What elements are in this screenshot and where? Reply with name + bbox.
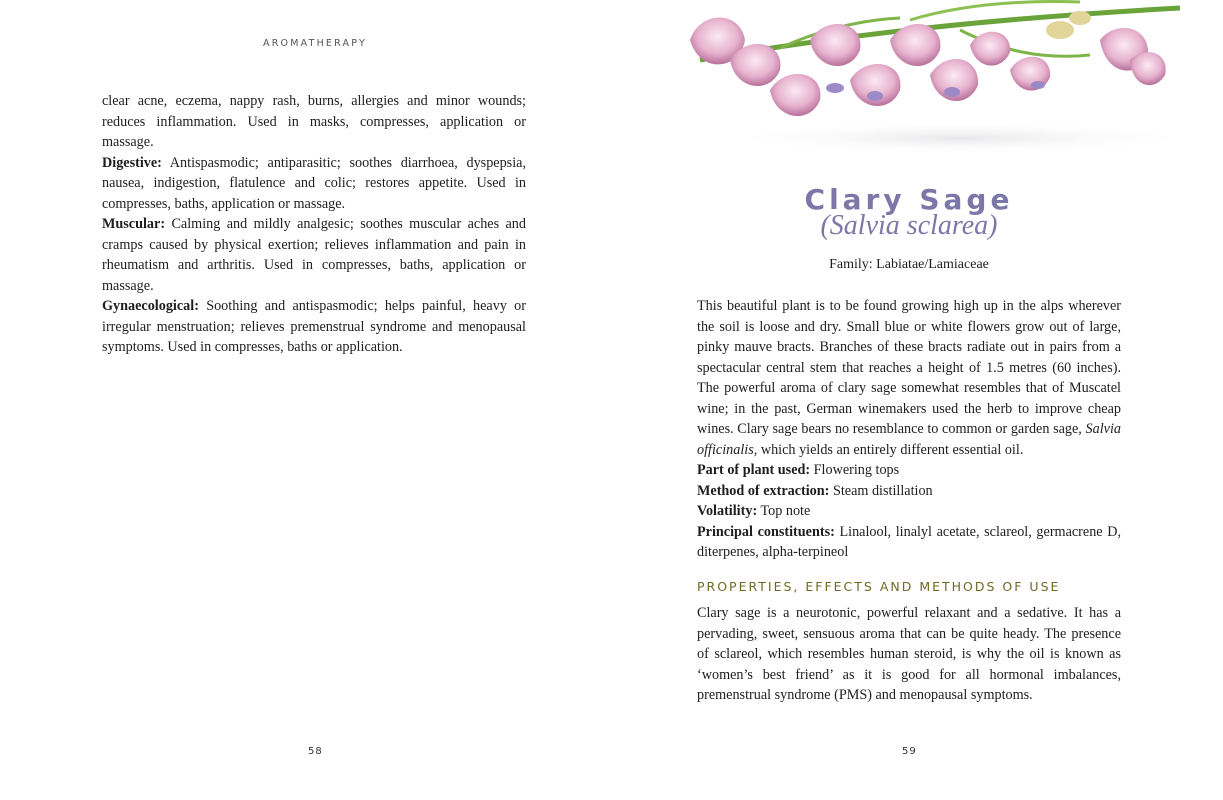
intro-italic: Salvia officinalis (697, 421, 1121, 458)
properties-text (697, 603, 1121, 706)
fact-volatility (697, 501, 1121, 522)
page-number: 58 (308, 746, 323, 757)
left-body-text (102, 91, 526, 358)
digestive-label: Digestive: (102, 154, 162, 171)
right-page (612, 0, 1223, 800)
paragraph-text: Calming and mildly analgesic; soothes muscular aches and cramps caused by physical exertion; relieves inflammation and pain in rheumatism and arthritis. Used in compresses, baths, application or massage. (102, 216, 526, 294)
fact-part-used (697, 460, 1121, 481)
fact-label: Volatility: (697, 503, 758, 519)
fact-label: Principal constituents: (697, 523, 835, 540)
paragraph-text: clear acne, eczema, nappy rash, burns, allergies and minor wounds; reduces inflammation. Used in masks, compresses, application or massage. (102, 93, 526, 150)
fact-extraction (697, 481, 1121, 502)
clary-sage-flower-illustration-icon (660, 0, 1180, 160)
fact-value: Linalool, linalyl acetate, sclareol, germacrene D, diterpenes, alpha-terpineol (697, 523, 1122, 560)
fact-value: Top note (757, 503, 811, 519)
page-number: 59 (902, 746, 917, 757)
fact-value: Flowering tops (810, 462, 900, 478)
intro-paragraph (697, 296, 1121, 460)
right-body-text (697, 296, 1121, 563)
plant-family: Family: Labiatae/Lamiaceae (829, 257, 989, 272)
section-heading: PROPERTIES, EFFECTS AND METHODS OF USE (697, 579, 1061, 594)
plant-latin-name: (Salvia sclarea) (820, 210, 998, 241)
paragraph-text: Soothing and antispasmodic; helps painful, heavy or irregular menstruation; relieves premenstrual syndrome and menopausal symptoms. Used in compresses, baths or application. (102, 298, 526, 355)
running-head: AROMATHERAPY (263, 38, 367, 49)
paragraph-digestive (102, 153, 526, 215)
gynaecological-label: Gynaecological: (102, 298, 199, 314)
fact-label: Method of extraction: (697, 482, 830, 499)
plant-title: Clary Sage (804, 183, 1014, 216)
paragraph-gynaecological (102, 296, 526, 358)
fact-label: Part of plant used: (697, 462, 811, 478)
fact-value: Steam distillation (829, 482, 933, 499)
fact-constituents (697, 522, 1121, 563)
muscular-label: Muscular: (102, 216, 166, 232)
paragraph-text: Antispasmodic; antiparasitic; soothes diarrhoea, dyspepsia, nausea, indigestion, flatulence and colic; restores appetite. Used in compresses, baths, application or massage. (102, 154, 526, 212)
paragraph-skin (102, 91, 526, 153)
paragraph-muscular (102, 214, 526, 296)
intro-text-end: , which yields an entirely different essential oil. (753, 441, 1024, 458)
intro-text: This beautiful plant is to be found growing high up in the alps wherever the soil is loose and dry. Small blue or white flowers grow out of large, pinky mauve bracts. Branches of these bracts radiate out in pairs from a spectacular central stem that reaches a height of 1.5 metres (60 inches). The powerful aroma of clary sage somewhat resembles that of Muscatel wine; in the past, German winemakers used the herb to improve cheap wines. Clary sage bears no resemblance to common or garden sage, (697, 298, 1121, 437)
properties-paragraph: Clary sage is a neurotonic, powerful relaxant and a sedative. It has a pervading, sweet, sensuous aroma that can be quite heady. The presence of sclareol, which resembles human steroid, is why the oil is known as ‘women’s best friend’ as it is good for all hormonal imbalances, premenstrual syndrome (PMS) and menopausal symptoms. (697, 605, 1121, 703)
